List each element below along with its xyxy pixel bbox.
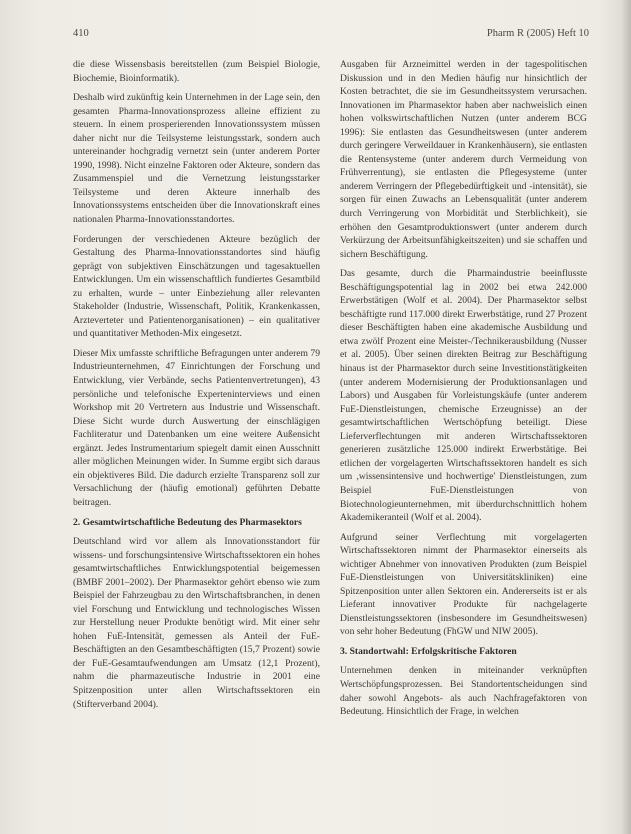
page-edge-shadow [621,0,631,834]
section-heading: 2. Gesamtwirtschaftliche Bedeutung des Pharmasektors [73,516,302,528]
running-header [73,28,589,42]
left-column [73,58,320,717]
paragraph: Das gesamte, durch die Pharmaindustrie beeinflusste Beschäftigungspotential lag in 2002 bei etwa 242.000 Erwerbstätigen (Wolf et al. 2004). Der Pharmasektor selbst beschäftigte rund 117.000 direkt Erwerbstätige, rund 27 Prozent dieser Beschäftigten haben eine akademische Ausbildung und etwa zwölf Prozent eine Meister-/Technikerausbildung (Nusser et al. 2005). Über seinen direkten Beitrag zur Beschäftigung hinaus ist der Pharmasektor durch seine Investitionstätigkeiten (unter anderem Modernisierung der Produktionsanlagen und Labors) und Ausgaben für Vorleistungskäufe (unter anderem FuE-Dienstleistungen, chemische Erzeugnisse) an der gesamtwirtschaftlichen Wertschöpfung beteiligt. Diese Lieferverflechtungen mit anderen Wirtschaftssektoren generieren zusätzliche 125.000 indirekt Erwerbstätige. Bei etlichen der vorgelagerten Wirtschaftssektoren handelt es sich um ,wissensintensive und hochwertige' Dienstleistungen, zum Beispiel FuE-Dienstleistungen von Biotechnologieunternehmen, mit überdurchschnittlich hohem Akademikeranteil (Wolf et al. 2004). [340,268,587,524]
paragraph: Aufgrund seiner Verflechtung mit vorgelagerten Wirtschaftssektoren nimmt der Pharmasektor einerseits als wichtiger Abnehmer von innovativen Produkten (zum Beispiel FuE-Dienstleistungen von Universitätskliniken) eine Spitzenposition unter allen Sektoren ein. Andererseits ist er als Lieferant innovativer Produkte für nachgelagerte Dienstleistungssektoren (insbesondere im Gesundheitswesen) von sehr hoher Bedeutung (FhGW und NIW 2005). [340,531,587,638]
paragraph: Unternehmen denken in miteinander verknüpften Wertschöpfungsprozessen. Bei Standortentscheidungen sind daher sowohl Angebots- als auch Nachfragefaktoren von Bedeutung. Hinsichtlich der Frage, in welchen [340,665,587,718]
journal-reference: Pharm R (2005) Heft 10 [486,28,589,39]
paragraph: Deutschland wird vor allem als Innovationsstandort für wissens- und forschungsintensive Wirtschaftssektoren ein hohes gesamtwirtschaftliches Entwicklungspotential beigemessen (BMBF 2001–2002). Der Pharmasektor gehört ebenso wie zum Beispiel der Fahrzeugbau zu den Wirtschaftsbranchen, in denen viel Forschung und Entwicklung und technologisches Wissen zur Herstellung neuer Produkte benötigt wird. Mit einer sehr hohen FuE-Intensität, gemessen als Anteil der FuE-Beschäftigten an den Gesamtbeschäftigten (15,7 Prozent) sowie der FuE-Gesamtaufwendungen am Umsatz (12,1 Prozent), nahm die pharmazeutische Industrie in 2001 eine Spitzenposition unter allen Wirtschaftssektoren ein (Stifterverband 2004). [73,536,320,710]
paragraph: Deshalb wird zukünftig kein Unternehmen in der Lage sein, den gesamten Pharma-Innovationsprozess alleine effizient zu steuern. In einem prosperierenden Innovationssystem müssen daher nicht nur die Teilsysteme leistungsstark, sondern auch untereinander hochgradig vernetzt sein (unter anderem Porter 1990, 1998). Nicht einzelne Faktoren oder Akteure, sondern das Zusammenspiel und die Vernetzung leistungsstarker Teilsysteme und deren Akteure innerhalb des Innovationssystems entscheiden über die Innovationskraft eines nationalen Pharma-Innovationsstandortes. [73,92,320,226]
right-column [340,58,587,725]
paragraph: die diese Wissensbasis bereitstellen (zum Beispiel Biologie, Biochemie, Bioinformatik). [73,59,320,84]
section-heading: 3. Standortwahl: Erfolgskritische Faktoren [340,645,517,657]
page-number: 410 [73,28,89,39]
paragraph: Ausgaben für Arzneimittel werden in der tagespolitischen Diskussion und in den Medien häufig nur hinsichtlich der Kosten betrachtet, die sie im Gesundheitssystem verursachen. Innovationen im Pharmasektor haben aber nachweislich einen hohen volkswirtschaftlichen Nutzen (unter anderem BCG 1996): Sie entlasten das Gesundheitswesen (unter anderem durch geringere Verweildauer in Krankenhäusern), sie entlasten die Rentensysteme (unter anderem durch Vermeidung von Frühverrentung), sie entlasten die Pflegesysteme (unter anderem Verringern der Pflegebedürftigkeit und -intensität), sie sorgen für einen Zuwachs an Lebensqualität (unter anderem durch Verringerung von Morbidität und Sterblichkeit), sie erhöhen den Gesamtproduktionswert (unter anderem durch Verkürzung der Arbeitsunfähigkeitszeiten) und sie schaffen und sichern Beschäftigung. [340,59,587,260]
paragraph: Dieser Mix umfasste schriftliche Befragungen unter anderem 79 Industrieunternehmen, 47 Einrichtungen der Forschung und Entwicklung, vier Verbände, sechs Patientenvertretungen), 43 persönliche und telefonische Experteninterviews und einen Workshop mit 20 Vertretern aus Industrie und Wissenschaft. Diese Sicht wurde durch Auswertung der einschlägigen Fachliteratur und Datenbanken um eine weitere Außensicht ergänzt. Jedes Instrumentarium spiegelt damit einen Ausschnitt aller möglichen Meinungen wider. In Summe ergibt sich daraus ein objektiveres Bild. Die dadurch erzielte Transparenz soll zur Versachlichung der (häufig emotional) geführten Debatte beitragen. [73,347,320,508]
paragraph: Forderungen der verschiedenen Akteure bezüglich der Gestaltung des Pharma-Innovationsstandortes sind häufig geprägt von subjektiven Einschätzungen und tagesaktuellen Entwicklungen. Um ein wissenschaftlich fundiertes Gesamtbild zu erhalten, wurde – unter Einbeziehung aller relevanten Stakeholder (Industrie, Wissenschaft, Politik, Krankenkassen, Arzteverteter und Patientenorganisationen) – ein qualitativer und quantitativer Methoden-Mix eingesetzt. [73,233,320,340]
